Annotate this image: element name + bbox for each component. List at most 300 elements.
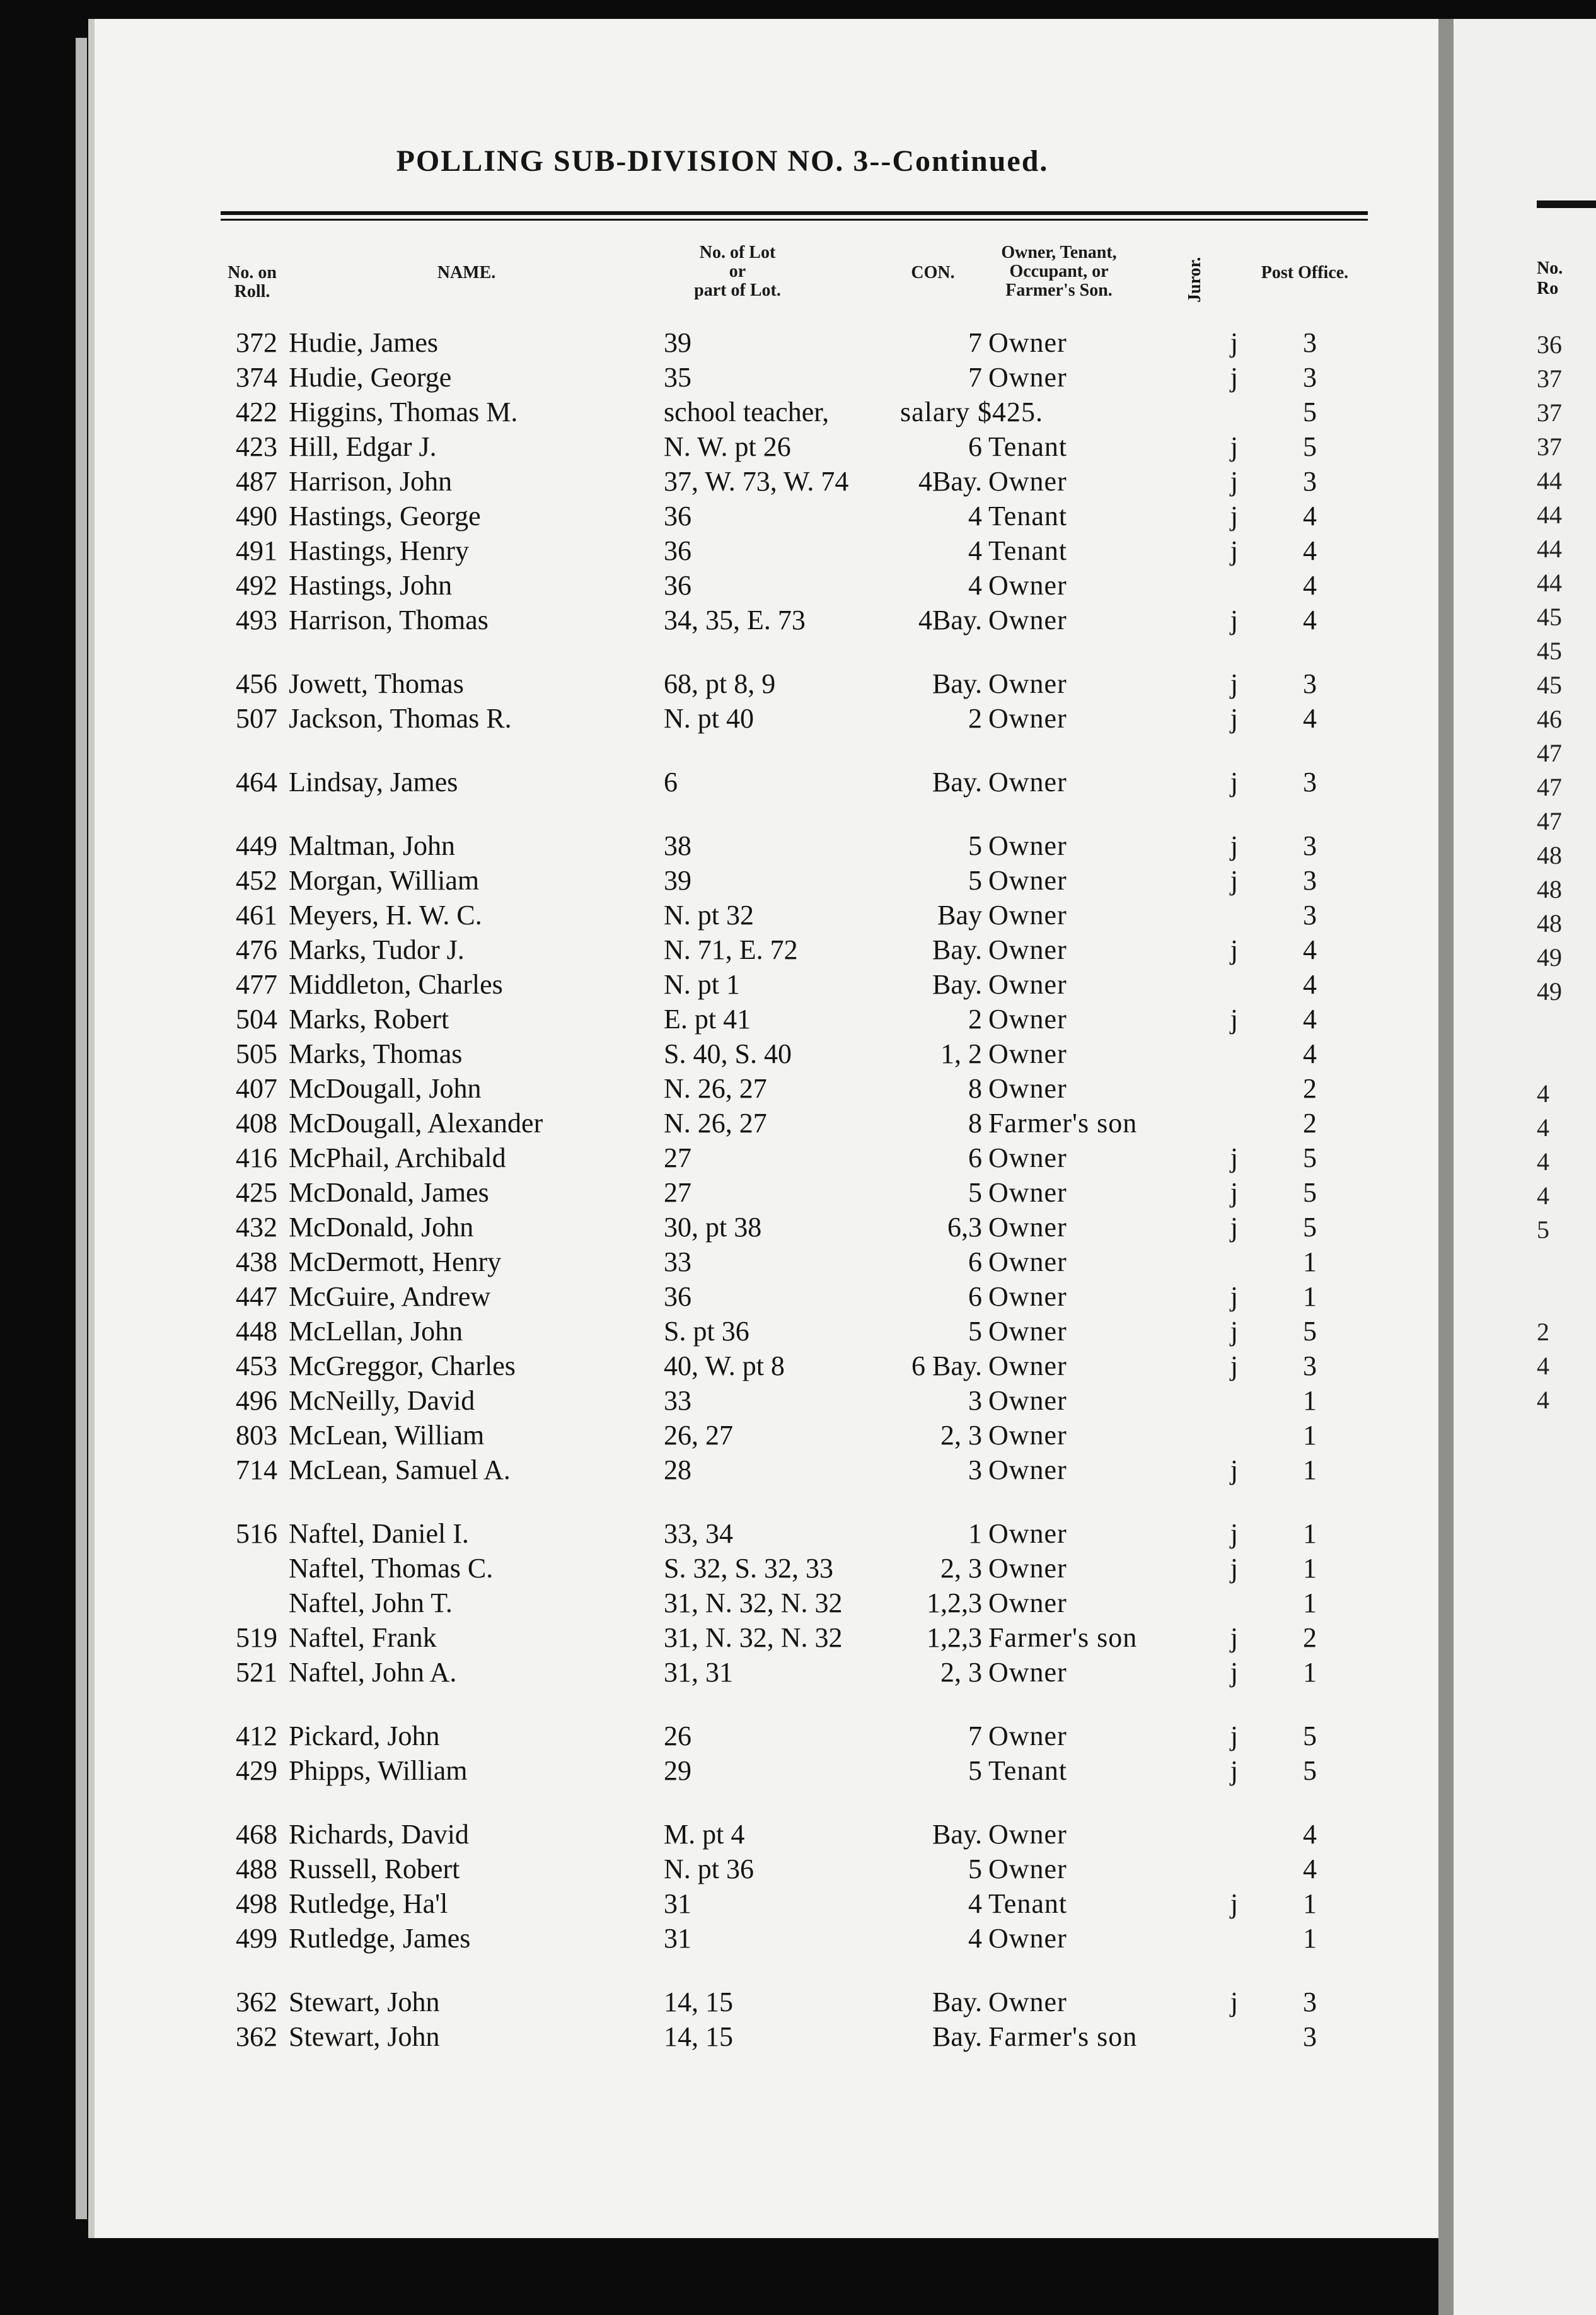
adjacent-page-fragment: 4 <box>1537 1181 1549 1210</box>
table-row <box>214 1175 1367 1210</box>
owner-status: Owner <box>988 934 1067 965</box>
post-office: 3 <box>1303 362 1317 393</box>
voter-name: Marks, Thomas <box>289 1038 463 1069</box>
voter-name: McDonald, James <box>289 1177 489 1208</box>
voter-name: Naftel, Frank <box>289 1622 437 1653</box>
post-office: 1 <box>1303 1518 1317 1549</box>
adjacent-page-fragment: 44 <box>1537 535 1562 563</box>
owner-status: Owner <box>988 969 1067 1000</box>
owner-status: Owner <box>988 1587 1067 1618</box>
lot-number: 33 <box>664 1246 691 1277</box>
concession: 4 <box>968 1888 982 1919</box>
roll-number: 452 <box>236 865 277 896</box>
voter-name: Jackson, Thomas R. <box>289 703 512 734</box>
lot-number: 36 <box>664 1281 691 1312</box>
adjacent-page-fragment: 44 <box>1537 569 1562 597</box>
post-office: 3 <box>1303 767 1317 798</box>
post-office: 5 <box>1303 431 1317 462</box>
concession: Bay. <box>932 767 982 798</box>
juror-mark: j <box>1230 605 1239 635</box>
lot-number: 38 <box>664 830 691 861</box>
owner-status: Owner <box>988 1177 1067 1208</box>
adjacent-page-fragment: 47 <box>1537 807 1562 835</box>
lot-number: E. pt 41 <box>664 1004 751 1035</box>
concession: 6,3 <box>947 1212 982 1243</box>
section-gap <box>214 799 1367 828</box>
adjacent-page-header: No. Ro <box>1537 258 1563 298</box>
post-office: 4 <box>1303 1819 1317 1850</box>
owner-status: Owner <box>988 466 1067 497</box>
table-row <box>214 1985 1367 2019</box>
juror-mark: j <box>1230 1142 1239 1173</box>
concession: 7 <box>968 327 982 358</box>
juror-mark <box>1215 1817 1253 1852</box>
voter-name: Higgins, Thomas M. <box>289 397 518 427</box>
post-office: 1 <box>1303 1454 1317 1485</box>
post-office: 4 <box>1303 969 1317 1000</box>
lot-number: 68, pt 8, 9 <box>664 668 776 699</box>
voter-name: Hastings, Henry <box>289 535 469 566</box>
lot-number: 14, 15 <box>664 2021 733 2052</box>
voter-name: McLellan, John <box>289 1316 463 1347</box>
roll-number: 488 <box>236 1854 277 1884</box>
post-office: 2 <box>1303 1622 1317 1653</box>
juror-mark: j <box>1230 1755 1239 1786</box>
table-row <box>214 395 1367 429</box>
voter-name: Harrison, John <box>289 466 453 497</box>
owner-status: Owner <box>988 1987 1067 2017</box>
post-office: 5 <box>1303 1755 1317 1786</box>
concession: 8 <box>968 1108 982 1139</box>
voter-name: Maltman, John <box>289 830 455 861</box>
post-office: 2 <box>1303 1073 1317 1104</box>
roll-number: 447 <box>236 1281 277 1312</box>
juror-mark: j <box>1230 1212 1239 1243</box>
adjacent-page-fragment <box>1537 1009 1596 1043</box>
concession: 1 <box>968 1518 982 1549</box>
lot-number: 26 <box>664 1720 691 1751</box>
roll-number: 499 <box>236 1923 277 1954</box>
concession: 5 <box>968 865 982 896</box>
adjacent-page-fragment: 4 <box>1537 1386 1549 1414</box>
owner-status: Owner <box>988 1142 1067 1173</box>
owner-status: Owner <box>988 1923 1067 1954</box>
juror-mark <box>1215 1383 1253 1418</box>
owner-status: Owner <box>988 1073 1067 1104</box>
juror-mark: j <box>1230 1888 1239 1919</box>
post-office: 1 <box>1303 1923 1317 1954</box>
voter-name: Russell, Robert <box>289 1854 460 1884</box>
adjacent-page-fragment: 48 <box>1537 841 1562 869</box>
table-row <box>214 1852 1367 1886</box>
voter-name: Marks, Robert <box>289 1004 449 1035</box>
concession: Bay. <box>932 1987 982 2017</box>
table-row <box>214 1314 1367 1349</box>
table-row <box>214 1279 1367 1314</box>
voter-name: Phipps, William <box>289 1755 468 1786</box>
lot-number: N. W. pt 26 <box>664 431 791 462</box>
juror-mark <box>1215 898 1253 932</box>
voter-name: McDermott, Henry <box>289 1246 502 1277</box>
voter-name: Hill, Edgar J. <box>289 431 437 462</box>
table-row <box>214 1036 1367 1071</box>
concession: 3 <box>968 1385 982 1416</box>
lot-number: 31 <box>664 1888 691 1919</box>
adjacent-page-fragment: 4 <box>1537 1079 1549 1108</box>
juror-mark: j <box>1230 668 1239 699</box>
juror-mark: j <box>1230 703 1239 734</box>
adjacent-page-fragment: 45 <box>1537 671 1562 699</box>
adjacent-page-fragment <box>1537 1281 1596 1315</box>
roll-number: 464 <box>236 767 277 798</box>
owner-status: Owner <box>988 1316 1067 1347</box>
voter-name: McNeilly, David <box>289 1385 475 1416</box>
post-office: 1 <box>1303 1657 1317 1688</box>
table-row <box>214 1921 1367 1956</box>
adjacent-page-fragment: 49 <box>1537 977 1562 1006</box>
owner-status: Tenant <box>988 535 1068 566</box>
adjacent-page-fragment: 4 <box>1537 1147 1549 1176</box>
owner-status: Owner <box>988 605 1067 635</box>
juror-mark: j <box>1230 466 1239 497</box>
juror-mark <box>1215 1418 1253 1453</box>
juror-mark: j <box>1230 431 1239 462</box>
roll-number: 448 <box>236 1316 277 1347</box>
roll-number: 490 <box>236 501 277 531</box>
juror-mark: j <box>1230 865 1239 896</box>
roll-number: 425 <box>236 1177 277 1208</box>
lot-number: 26, 27 <box>664 1420 733 1451</box>
voter-name: Stewart, John <box>289 1987 440 2017</box>
adjacent-page-fragment: 4 <box>1537 1352 1549 1380</box>
roll-number: 453 <box>236 1350 277 1381</box>
concession: Bay. <box>932 934 982 965</box>
section-gap <box>214 1487 1367 1516</box>
voter-name: McGreggor, Charles <box>289 1350 516 1381</box>
lot-number: 27 <box>664 1177 691 1208</box>
adjacent-page-fragment <box>1537 1247 1596 1281</box>
voter-name: Meyers, H. W. C. <box>289 900 482 931</box>
owner-status: Owner <box>988 1212 1067 1243</box>
roll-number: 362 <box>236 2021 277 2052</box>
voter-name: Harrison, Thomas <box>289 605 489 635</box>
owner-status: Owner <box>988 1420 1067 1451</box>
concession: 5 <box>968 1316 982 1347</box>
concession: Bay. <box>932 969 982 1000</box>
adjacent-page-fragment: 5 <box>1537 1216 1549 1244</box>
roll-number: 407 <box>236 1073 277 1104</box>
concession: 4 <box>968 570 982 601</box>
table-row <box>214 1817 1367 1852</box>
lot-number: N. pt 1 <box>664 969 740 1000</box>
owner-status: Owner <box>988 1281 1067 1312</box>
post-office: 3 <box>1303 668 1317 699</box>
table-row <box>214 1140 1367 1175</box>
table-row <box>214 1383 1367 1418</box>
concession: Bay. <box>932 1819 982 1850</box>
juror-mark: j <box>1230 1553 1239 1584</box>
juror-mark: j <box>1230 1177 1239 1208</box>
lot-number: 33 <box>664 1385 691 1416</box>
owner-status: Owner <box>988 1720 1067 1751</box>
juror-mark: j <box>1230 1350 1239 1381</box>
roll-number: 505 <box>236 1038 277 1069</box>
lot-number: 31, 31 <box>664 1657 733 1688</box>
voter-name: Lindsay, James <box>289 767 458 798</box>
post-office: 1 <box>1303 1553 1317 1584</box>
lot-number: 39 <box>664 865 691 896</box>
adjacent-page-fragment: 4 <box>1537 1113 1549 1142</box>
post-office: 5 <box>1303 397 1317 427</box>
roll-number: 429 <box>236 1755 277 1786</box>
juror-mark: j <box>1230 535 1239 566</box>
table-row <box>214 1753 1367 1788</box>
owner-status: Owner <box>988 1819 1067 1850</box>
lot-number: 29 <box>664 1755 691 1786</box>
owner-status: Owner <box>988 1854 1067 1884</box>
header-name: NAME. <box>437 263 496 282</box>
lot-number: 36 <box>664 501 691 531</box>
table-row <box>214 1586 1367 1620</box>
post-office: 3 <box>1303 830 1317 861</box>
table-row <box>214 1620 1367 1655</box>
post-office: 5 <box>1303 1720 1317 1751</box>
owner-status: Owner <box>988 830 1067 861</box>
section-gap <box>214 1956 1367 1985</box>
adjacent-page-fragment: 44 <box>1537 501 1562 529</box>
section-gap <box>214 1788 1367 1817</box>
concession: 5 <box>968 1854 982 1884</box>
voter-name: Rutledge, James <box>289 1923 471 1954</box>
roll-number: 449 <box>236 830 277 861</box>
table-row <box>214 568 1367 603</box>
voter-name: Pickard, John <box>289 1720 440 1751</box>
table-row <box>214 1210 1367 1245</box>
owner-status: Tenant <box>988 1755 1068 1786</box>
table-row <box>214 701 1367 736</box>
table-row <box>214 464 1367 499</box>
lot-number: 14, 15 <box>664 1987 733 2017</box>
section-gap <box>214 1690 1367 1719</box>
post-office: 4 <box>1303 1854 1317 1884</box>
post-office: 3 <box>1303 1987 1317 2017</box>
adjacent-page-fragment: 48 <box>1537 909 1562 937</box>
roll-number: 492 <box>236 570 277 601</box>
table-row <box>214 1516 1367 1551</box>
roll-number: 516 <box>236 1518 277 1549</box>
roll-number: 477 <box>236 969 277 1000</box>
table-row <box>214 1418 1367 1453</box>
lot-number: 36 <box>664 535 691 566</box>
voter-name: Naftel, Thomas C. <box>289 1553 494 1584</box>
roll-number: 493 <box>236 605 277 635</box>
table-row <box>214 765 1367 799</box>
juror-mark: j <box>1230 1987 1239 2017</box>
concession: 1,2,3 <box>927 1622 982 1653</box>
table-row <box>214 533 1367 568</box>
adjacent-page-fragment: 48 <box>1537 875 1562 903</box>
table-row <box>214 1655 1367 1690</box>
lot-number: 37, W. 73, W. 74 <box>664 466 849 497</box>
lot-number: 31 <box>664 1923 691 1954</box>
section-gap <box>214 637 1367 666</box>
lot-number: 31, N. 32, N. 32 <box>664 1622 843 1653</box>
juror-mark: j <box>1230 1454 1239 1485</box>
table-row <box>214 828 1367 863</box>
roll-number: 504 <box>236 1004 277 1035</box>
owner-status: Owner <box>988 1518 1067 1549</box>
table-row <box>214 863 1367 898</box>
concession: 1,2,3 <box>927 1587 982 1618</box>
header-juror: Juror. <box>1185 257 1205 303</box>
voter-name: Naftel, John A. <box>289 1657 457 1688</box>
table-row <box>214 1349 1367 1383</box>
owner-status: Owner <box>988 1038 1067 1069</box>
post-office: 3 <box>1303 865 1317 896</box>
owner-status: Owner <box>988 362 1067 393</box>
owner-status: Owner <box>988 1350 1067 1381</box>
post-office: 5 <box>1303 1316 1317 1347</box>
owner-status: Owner <box>988 1004 1067 1035</box>
roll-number: 412 <box>236 1720 277 1751</box>
table-row <box>214 1106 1367 1140</box>
juror-mark <box>1215 2019 1253 2054</box>
owner-status: Owner <box>988 1657 1067 1688</box>
post-office: 3 <box>1303 2021 1317 2052</box>
roll-number: 714 <box>236 1454 277 1485</box>
voters-list-table <box>214 325 1367 2054</box>
concession: 6 <box>968 1246 982 1277</box>
table-row <box>214 603 1367 637</box>
juror-mark: j <box>1230 830 1239 861</box>
lot-number: 31, N. 32, N. 32 <box>664 1587 843 1618</box>
owner-status: Tenant <box>988 1888 1068 1919</box>
table-row <box>214 932 1367 967</box>
juror-mark: j <box>1230 934 1239 965</box>
post-office: 1 <box>1303 1246 1317 1277</box>
lot-number: 30, pt 38 <box>664 1212 762 1243</box>
adjacent-page-fragment: 44 <box>1537 467 1562 495</box>
post-office: 4 <box>1303 1004 1317 1035</box>
roll-number: 468 <box>236 1819 277 1850</box>
post-office: 4 <box>1303 1038 1317 1069</box>
owner-status: Tenant <box>988 431 1068 462</box>
owner-status: Owner <box>988 1553 1067 1584</box>
voter-name: McDougall, John <box>289 1073 482 1104</box>
table-row <box>214 429 1367 464</box>
roll-number: 432 <box>236 1212 277 1243</box>
lot-number: 6 <box>664 767 678 798</box>
concession: 6 <box>968 1281 982 1312</box>
roll-number: 423 <box>236 431 277 462</box>
juror-mark: j <box>1230 327 1239 358</box>
header-post-office: Post Office. <box>1261 263 1349 282</box>
adjacent-page-fragment: 37 <box>1537 432 1562 461</box>
post-office: 1 <box>1303 1385 1317 1416</box>
owner-status: Owner <box>988 570 1067 601</box>
adjacent-page-rule <box>1537 200 1596 208</box>
adjacent-page-fragment: 45 <box>1537 603 1562 631</box>
roll-number: 519 <box>236 1622 277 1653</box>
concession: 4Bay. <box>918 466 982 497</box>
table-row <box>214 499 1367 533</box>
concession: 5 <box>968 830 982 861</box>
post-office: 1 <box>1303 1587 1317 1618</box>
owner-status: Owner <box>988 1454 1067 1485</box>
lot-number: N. pt 40 <box>664 703 754 734</box>
lot-number: S. 40, S. 40 <box>664 1038 792 1069</box>
voter-name: Marks, Tudor J. <box>289 934 465 965</box>
juror-mark <box>1215 1245 1253 1279</box>
roll-number: 372 <box>236 327 277 358</box>
roll-number: 374 <box>236 362 277 393</box>
lot-number: 39 <box>664 327 691 358</box>
voter-name: Stewart, John <box>289 2021 440 2052</box>
owner-status: Tenant <box>988 501 1068 531</box>
table-row <box>214 1071 1367 1106</box>
voter-name: Jowett, Thomas <box>289 668 464 699</box>
juror-mark: j <box>1230 1316 1239 1347</box>
juror-mark: j <box>1230 767 1239 798</box>
section-gap <box>214 736 1367 765</box>
voter-name: Middleton, Charles <box>289 969 503 1000</box>
page-edge <box>76 38 87 2219</box>
concession: 6 Bay. <box>911 1350 982 1381</box>
lot-number: N. 71, E. 72 <box>664 934 798 965</box>
concession: 4 <box>968 1923 982 1954</box>
concession: 6 <box>968 1142 982 1173</box>
owner-status: Owner <box>988 668 1067 699</box>
owner-status: Owner <box>988 767 1067 798</box>
roll-number <box>214 1551 289 1586</box>
voter-name: Morgan, William <box>289 865 480 896</box>
juror-mark <box>1215 1586 1253 1620</box>
lot-number: N. pt 36 <box>664 1854 754 1884</box>
lot-number: 36 <box>664 570 691 601</box>
lot-number: 28 <box>664 1454 691 1485</box>
voter-name: Naftel, Daniel I. <box>289 1518 469 1549</box>
adjacent-page-fragment <box>1537 1043 1596 1077</box>
roll-number: 496 <box>236 1385 277 1416</box>
concession: 6 <box>968 431 982 462</box>
page-title: POLLING SUB-DIVISION NO. 3--Continued. <box>396 144 1049 178</box>
concession: 5 <box>968 1177 982 1208</box>
post-office: 4 <box>1303 570 1317 601</box>
concession: 1, 2 <box>940 1038 982 1069</box>
juror-mark: j <box>1230 1281 1239 1312</box>
post-office: 1 <box>1303 1420 1317 1451</box>
juror-mark: j <box>1230 1622 1239 1653</box>
post-office: 4 <box>1303 535 1317 566</box>
adjacent-page-fragment: 37 <box>1537 364 1562 393</box>
lot-number: 35 <box>664 362 691 393</box>
post-office: 4 <box>1303 934 1317 965</box>
concession: 4 <box>968 501 982 531</box>
post-office: 4 <box>1303 703 1317 734</box>
roll-number: 422 <box>236 397 277 427</box>
concession: 7 <box>968 362 982 393</box>
juror-mark <box>1215 1921 1253 1956</box>
adjacent-page-fragment: 47 <box>1537 773 1562 801</box>
roll-number: 521 <box>236 1657 277 1688</box>
concession: 2, 3 <box>940 1553 982 1584</box>
juror-mark <box>1215 1036 1253 1071</box>
table-row <box>214 666 1367 701</box>
lot-number: school teacher, <box>664 397 830 427</box>
lot-number: S. pt 36 <box>664 1316 749 1347</box>
lot-number: M. pt 4 <box>664 1819 745 1850</box>
owner-status: Owner <box>988 703 1067 734</box>
